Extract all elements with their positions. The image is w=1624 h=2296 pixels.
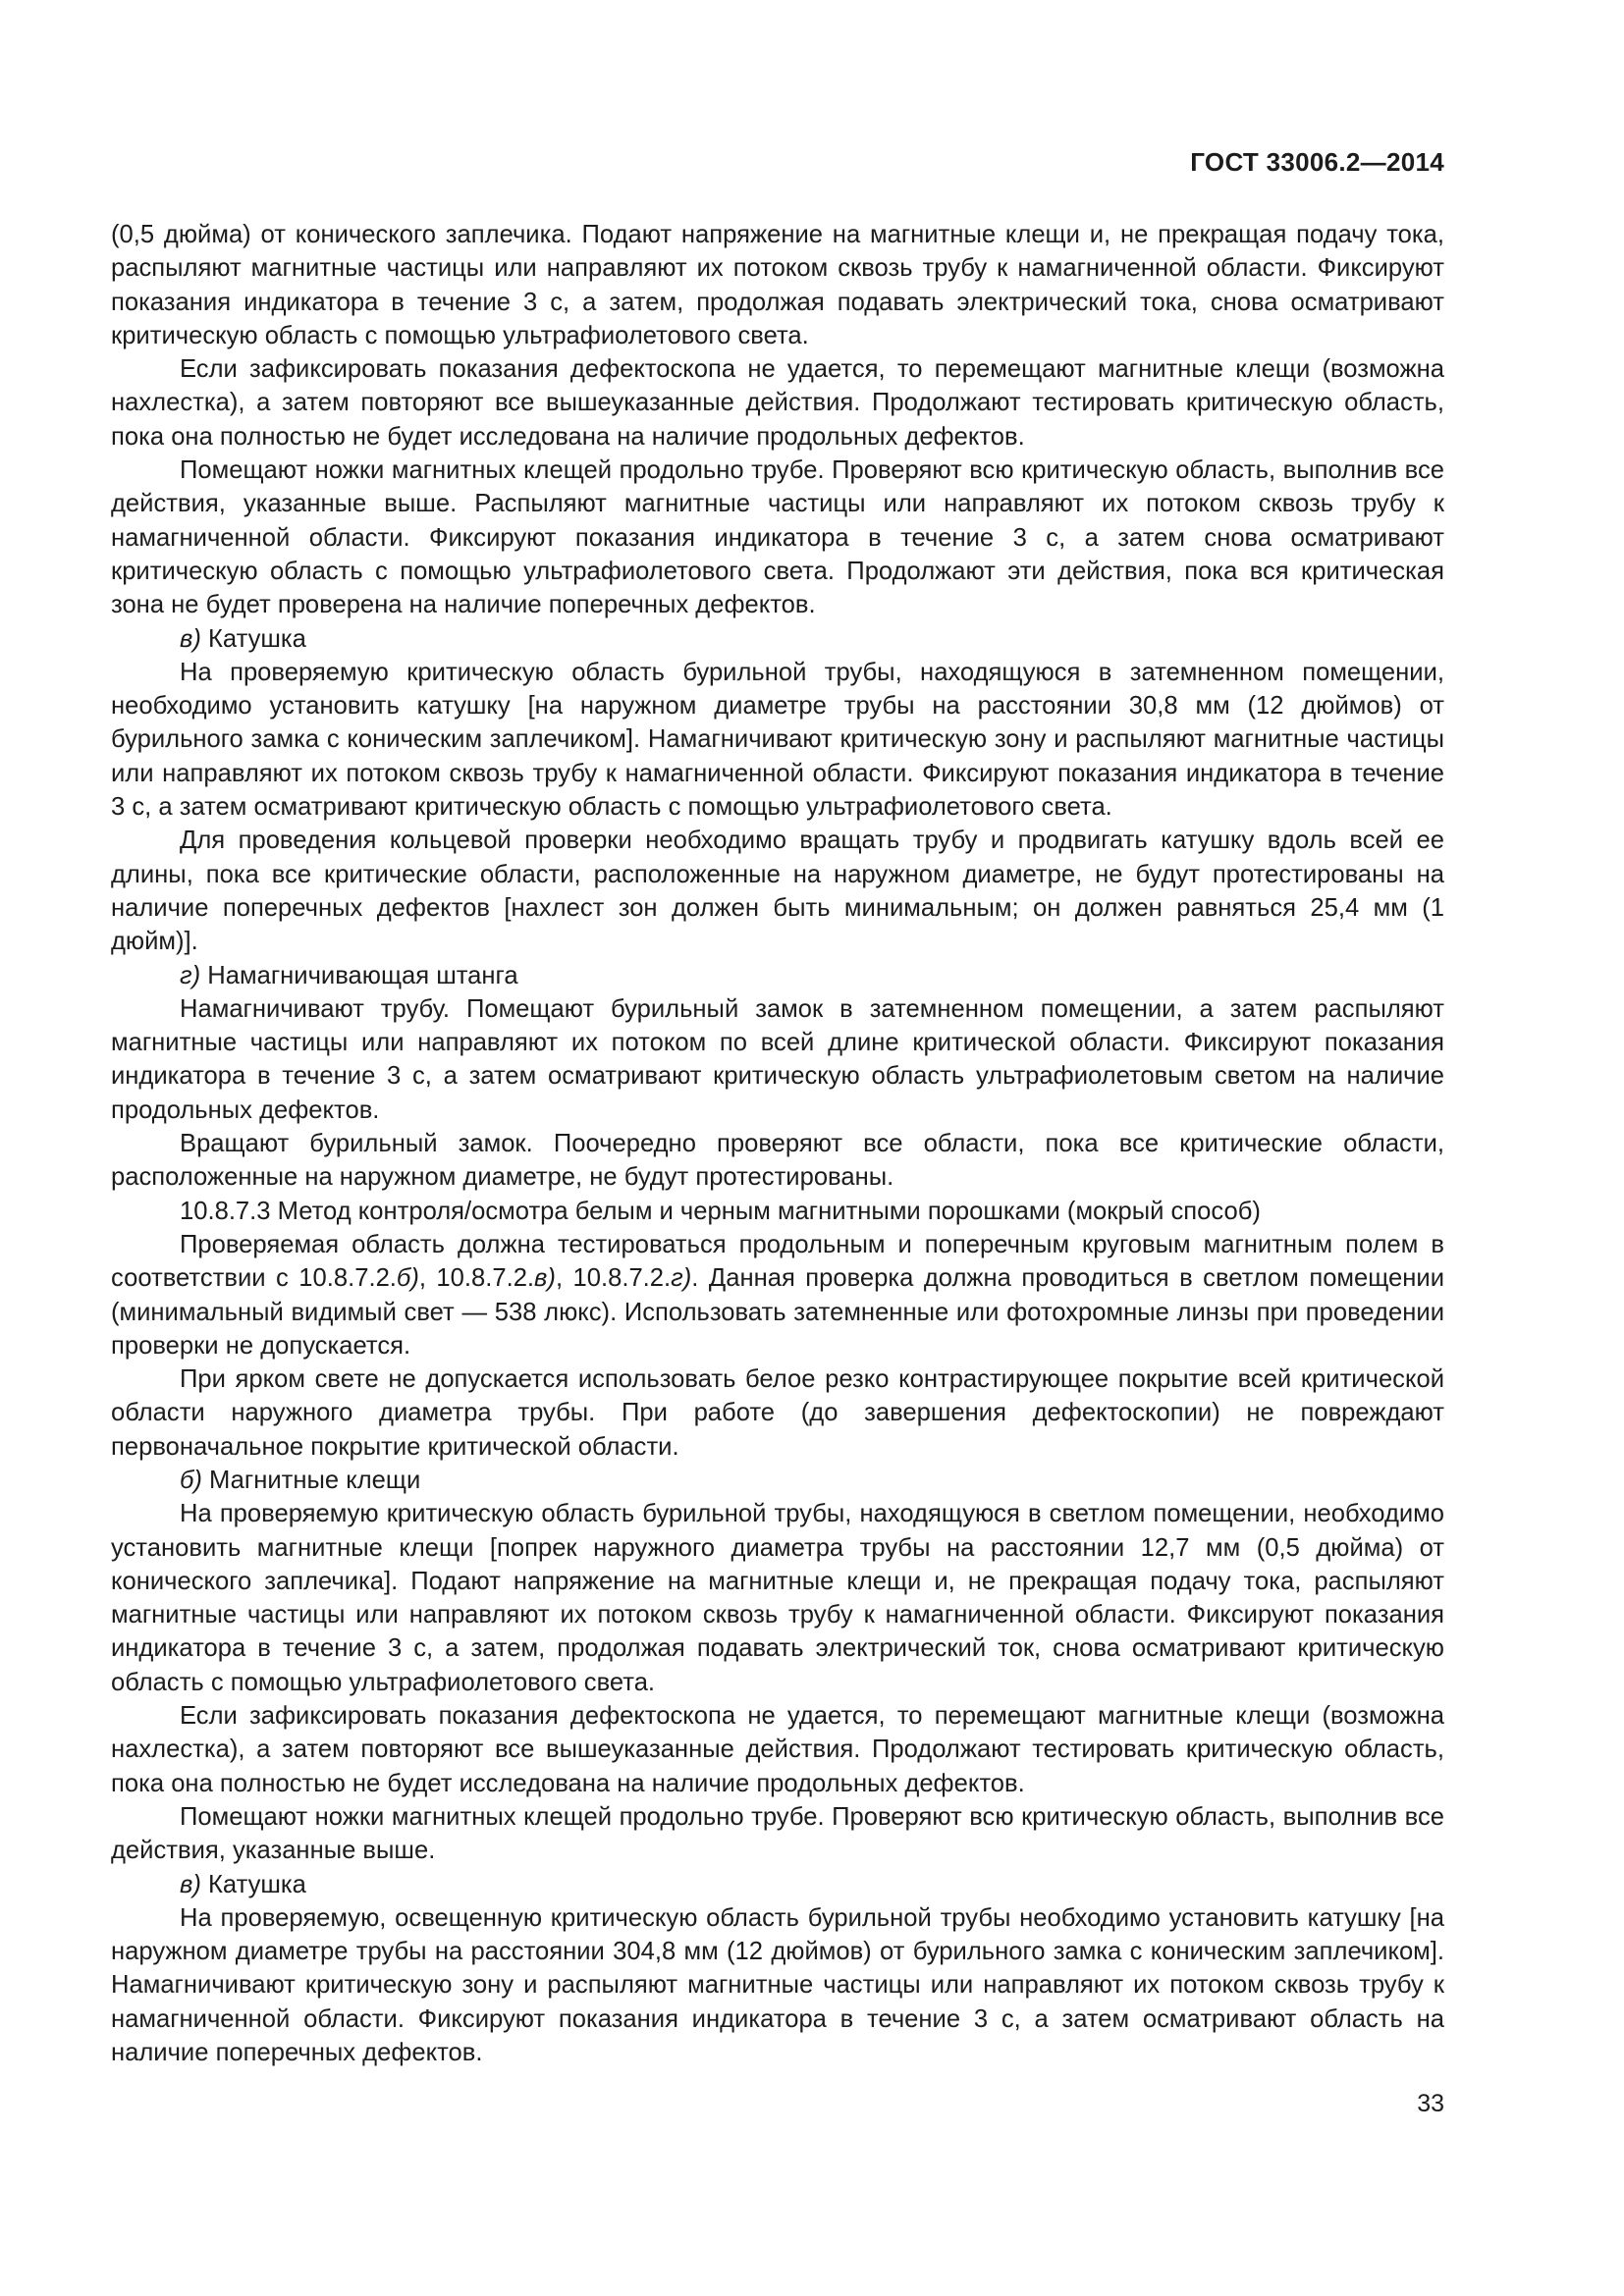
- document-code: ГОСТ 33006.2—2014: [1190, 147, 1444, 177]
- document-body: [111, 218, 1444, 2069]
- list-heading: [111, 622, 1444, 656]
- list-heading-label: Намагничивающая штанга: [200, 961, 518, 989]
- list-letter: г): [180, 961, 201, 989]
- cross-reference: , 10.8.7.2.: [555, 1264, 672, 1293]
- section-heading: 10.8.7.3 Метод контроля/осмотра белым и черным магнитными порошками (мокрый способ): [180, 1197, 1261, 1225]
- paragraph-text: Проверяемая область должна тестироваться продольным и поперечным круговым магнитным полем в соответствии с 10.8.7.2.: [111, 1230, 1444, 1293]
- paragraph: Если зафиксировать показания дефектоскопа не удается, то перемещают магнитные клещи (возможна нахлестка), а затем повторяют все вышеуказанные действия. Продолжают тестировать критическую область, пока она полностью не будет исследована на наличие продольных дефектов.: [111, 355, 1444, 451]
- list-heading-label: Магнитные клещи: [201, 1466, 421, 1494]
- list-heading: [111, 1464, 1444, 1497]
- list-letter: б): [180, 1466, 202, 1494]
- paragraph: Вращают бурильный замок. Поочередно проверяют все области, пока все критические области, расположенные на наружном диаметре, не будут протестированы.: [111, 1130, 1444, 1192]
- paragraph: На проверяемую критическую область бурильной трубы, находящуюся в затемненном помещении, необходимо установить катушку [на наружном диаметре трубы на расстоянии 30,8 мм (12 дюймов) от бурильного замка с коническим заплечиком]. Намагничивают критическую зону и распыляют магнитные частицы или направляют их потоком сквозь трубу к намагниченной области. Фиксируют показания индикатора в течение 3 с, а затем осматривают критическую область с помощью ультрафиолетового света.: [111, 658, 1444, 822]
- list-heading-label: Катушка: [200, 1870, 306, 1898]
- list-letter: в): [180, 624, 201, 653]
- paragraph: При ярком свете не допускается использовать белое резко контрастирующее покрытие всей критической области наружного диаметра трубы. При работе (до завершения дефектоскопии) не повреждают первоначальное покрытие критической области.: [111, 1365, 1444, 1461]
- paragraph: Намагничивают трубу. Помещают бурильный замок в затемненном помещении, а затем распыляют магнитные частицы или направляют их потоком по всей длине критической области. Фиксируют показания индикатора в течение 3 с, а затем осматривают критическую область ультрафиолетовым светом на наличие продольных дефектов.: [111, 994, 1444, 1124]
- cross-reference: г): [671, 1264, 692, 1293]
- paragraph: На проверяемую критическую область бурильной трубы, находящуюся в светлом помещении, необходимо установить магнитные клещи [попрек наружного диаметра трубы на расстоянии 12,7 мм (0,5 дюйма) от конического заплечика]. Подают напряжение на магнитные клещи и, не прекращая подачу тока, распыляют магнитные частицы или направляют их потоком сквозь трубу к намагниченной области. Фиксируют показания индикатора в течение 3 с, а затем, продолжая подавать электрический ток, снова осматривают критическую область с помощью ультрафиолетового света.: [111, 1500, 1444, 1696]
- list-heading: [111, 959, 1444, 992]
- list-heading-label: Катушка: [200, 624, 306, 653]
- paragraph: Помещают ножки магнитных клещей продольно трубе. Проверяют всю критическую область, выполнив все действия, указанные выше.: [111, 1802, 1444, 1865]
- list-letter: в): [180, 1870, 201, 1898]
- paragraph: На проверяемую, освещенную критическую область бурильной трубы необходимо установить катушку [на наружном диаметре трубы на расстоянии 304,8 мм (12 дюймов) от бурильного замка с коническим заплечиком]. Намагничивают критическую зону и распыляют магнитные частицы или направляют их потоком сквозь трубу к намагниченной области. Фиксируют показания индикатора в течение 3 с, а затем осматривают область на наличие поперечных дефектов.: [111, 1903, 1444, 2067]
- page-number: 33: [1417, 2090, 1444, 2117]
- cross-reference: в): [534, 1264, 556, 1293]
- paragraph: [111, 1228, 1444, 1362]
- paragraph-text: . Данная проверка должна проводиться в светлом помещении (минимальный видимый свет — 538 люкс). Использовать затемненные или фотохромные линзы при проведении проверки не допускается.: [111, 1264, 1444, 1360]
- cross-reference: , 10.8.7.2.: [418, 1264, 535, 1293]
- paragraph: Помещают ножки магнитных клещей продольно трубе. Проверяют всю критическую область, выполнив все действия, указанные выше. Распыляют магнитные частицы или направляют их потоком сквозь трубу к намагниченной области. Фиксируют показания индикатора в течение 3 с, а затем снова осматривают критическую область с помощью ультрафиолетового света. Продолжают эти действия, пока вся критическая зона не будет проверена на наличие поперечных дефектов.: [111, 456, 1444, 619]
- cross-reference: б): [396, 1264, 419, 1293]
- paragraph: Для проведения кольцевой проверки необходимо вращать трубу и продвигать катушку вдоль всей ее длины, пока все критические области, расположенные на наружном диаметре, не будут протестированы на наличие поперечных дефектов [нахлест зон должен быть минимальным; он должен равняться 25,4 мм (1 дюйм)].: [111, 827, 1444, 956]
- paragraph: Если зафиксировать показания дефектоскопа не удается, то перемещают магнитные клещи (возможна нахлестка), а затем повторяют все вышеуказанные действия. Продолжают тестировать критическую область, пока она полностью не будет исследована на наличие продольных дефектов.: [111, 1702, 1444, 1797]
- list-heading: [111, 1868, 1444, 1901]
- paragraph: (0,5 дюйма) от конического заплечика. Подают напряжение на магнитные клещи и, не прекращая подачу тока, распыляют магнитные частицы или направляют их потоком сквозь трубу к намагниченной области. Фиксируют показания индикатора в течение 3 с, а затем, продолжая подавать электрический тока, снова осматривают критическую область с помощью ультрафиолетового света.: [111, 221, 1444, 349]
